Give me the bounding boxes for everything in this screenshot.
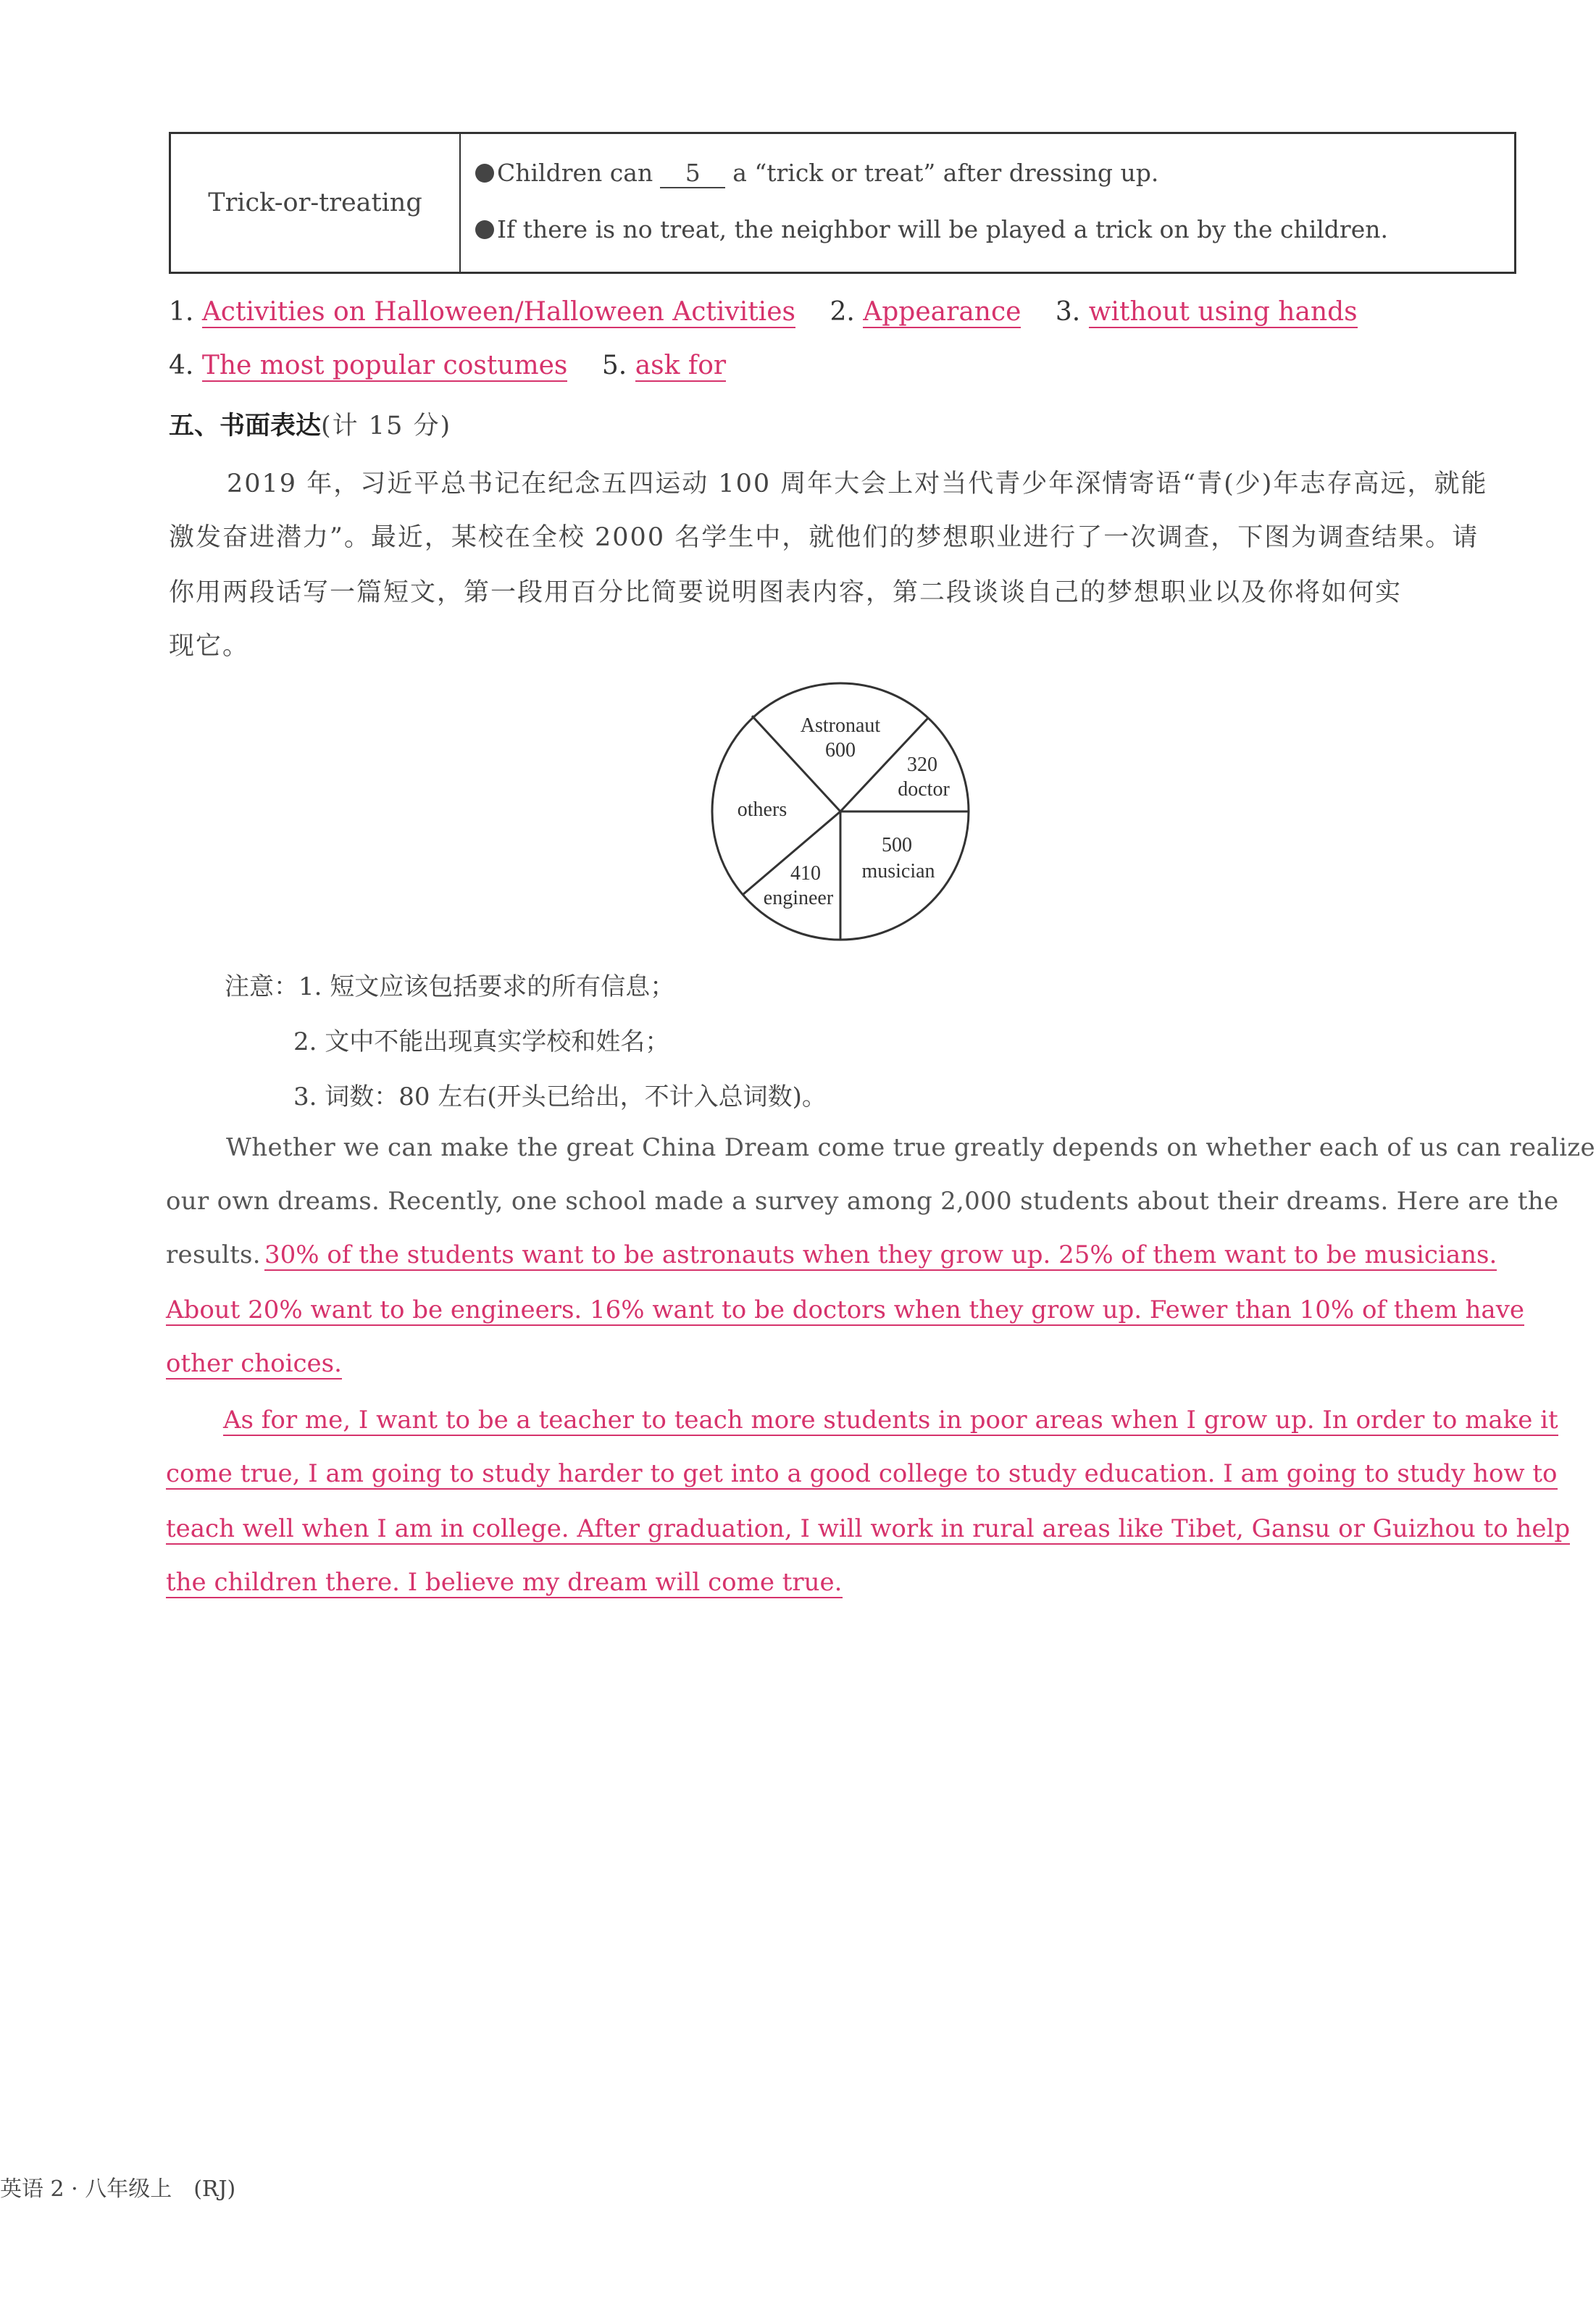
- essay-p1-line-1: 30% of the students want to be astronauts when they grow up. 25% of them want to be musicians.: [264, 1240, 1497, 1269]
- bullet-icon: [475, 164, 494, 183]
- slice-value-doctor: 320: [907, 754, 937, 776]
- slice-label-musician: musician: [861, 860, 935, 882]
- table-line-2: If there is no treat, the neighbor will be played a trick on by the children.: [475, 215, 1388, 243]
- note-1: 注意：1. 短文应该包括要求的所有信息；: [225, 972, 675, 1001]
- essay-p2-line-3: teach well when I am in college. After graduation, I will work in rural areas like Tibet, Gansu or Guizhou to help: [166, 1514, 1571, 1543]
- prompt-line-1: 2019 年，习近平总书记在纪念五四运动 100 周年大会上对当代青少年深情寄语“青(少)年志存高远，就能: [227, 469, 1488, 498]
- essay-given-line-1: Whether we can make the great China Dream come true greatly depends on whether each of us can realize: [226, 1133, 1595, 1162]
- note-2: 2. 文中不能出现真实学校和姓名；: [293, 1027, 670, 1056]
- essay-p2-line-4: the children there. I believe my dream will come true.: [166, 1568, 843, 1597]
- page-footer: 英语 2 · 八年级上 (RJ): [0, 2176, 236, 2202]
- note-3: 3. 词数：80 左右(开头已给出，不计入总词数)。: [293, 1082, 827, 1111]
- slice-value-engineer: 410: [790, 862, 821, 885]
- answer-1: Activities on Halloween/Halloween Activities: [201, 297, 795, 327]
- essay-p1-line-2: About 20% want to be engineers. 16% want to be doctors when they grow up. Fewer than 10% of them have: [166, 1295, 1525, 1324]
- slice-label-engineer: engineer: [763, 887, 834, 909]
- blank-5: 5: [660, 159, 725, 188]
- slice-value-musician: 500: [882, 834, 912, 856]
- bullet-icon: [475, 220, 494, 239]
- answer-3: without using hands: [1088, 297, 1358, 327]
- answer-4: The most popular costumes: [201, 351, 568, 380]
- essay-p2-line-1: As for me, I want to be a teacher to teach more students in poor areas when I grow up. In order to make it: [223, 1406, 1558, 1435]
- slice-value-astronaut: 600: [825, 739, 856, 761]
- essay-p1-line-3: other choices.: [166, 1349, 342, 1378]
- section-heading: [169, 406, 451, 442]
- slice-label-doctor: doctor: [898, 778, 950, 801]
- section-title: 五、书面表达: [169, 411, 322, 441]
- answer-row-1: 1. Activities on Halloween/Halloween Activities 2. Appearance 3. without using hands: [169, 297, 1358, 327]
- prompt-line-3: 你用两段话写一篇短文，第一段用百分比简要说明图表内容，第二段谈谈自己的梦想职业以及你将如何实: [169, 578, 1403, 607]
- prompt-line-4: 现它。: [169, 632, 250, 661]
- essay-p2-line-2: come true, I am going to study harder to get into a good college to study education. I am going to study how to: [166, 1459, 1558, 1488]
- answer-row-2: 4. The most popular costumes 5. ask for: [169, 351, 727, 380]
- table-row-label: Trick-or-treating: [208, 188, 422, 217]
- slice-label-others: others: [737, 798, 787, 821]
- activity-table: [169, 132, 1516, 274]
- essay-given-line-2: our own dreams. Recently, one school made a survey among 2,000 students about their dreams. Here are the: [166, 1187, 1559, 1216]
- table-line-1: Children can 5 a “trick or treat” after dressing up.: [475, 159, 1158, 188]
- essay-line-3: results. 30% of the students want to be astronauts when they grow up. 25% of them want to be musicians.: [166, 1240, 1497, 1269]
- section-score: (计 15 分): [321, 412, 452, 441]
- prompt-line-2: 激发奋进潜力”。最近，某校在全校 2000 名学生中，就他们的梦想职业进行了一次调查，下图为调查结果。请: [169, 523, 1479, 552]
- slice-label-astronaut: Astronaut: [800, 714, 881, 737]
- dream-job-pie-chart: [695, 674, 985, 949]
- table-divider: [459, 134, 461, 272]
- answer-2: Appearance: [863, 297, 1021, 327]
- answer-5: ask for: [635, 351, 727, 380]
